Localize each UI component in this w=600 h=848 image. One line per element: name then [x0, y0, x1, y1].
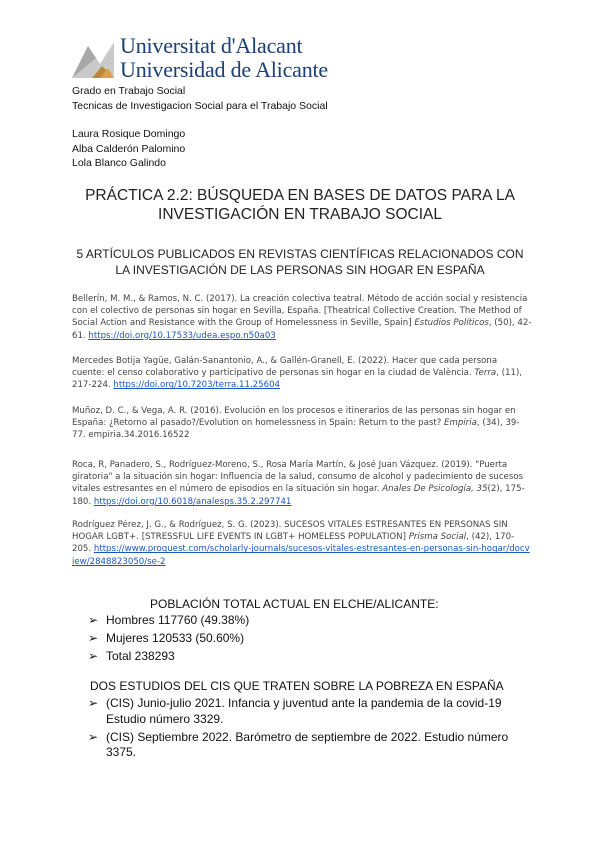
university-logo-mark-icon: [72, 38, 114, 78]
list-item: [88, 696, 518, 727]
reference-entry: [72, 405, 532, 442]
reference-journal: Empiria: [444, 418, 477, 429]
reference-entry: [72, 355, 532, 392]
population-heading: POBLACIÓN TOTAL ACTUAL EN ELCHE/ALICANTE:: [150, 597, 439, 611]
list-item: [88, 613, 528, 629]
reference-text: Bellerín, M. M., & Ramos, N. C. (2017). La creación colectiva teatral. Método de acción social y resistencia con el colectivo de personas sin hogar en Sevilla, España. [Theatrical Collective Creation. The Method of Social Action and Resistance with the Group of Homelessness in Seville, Spain]: [72, 294, 528, 329]
reference-tail: (2), 175-180.: [72, 484, 525, 507]
reference-journal: Terra: [474, 368, 497, 379]
section-subtitle-line: LA INVESTIGACIÓN DE LAS PERSONAS SIN HOGAR EN ESPAÑA: [115, 263, 485, 277]
population-list: [88, 613, 528, 667]
list-item-text: Hombres 117760 (49.38%): [106, 613, 250, 627]
document-title-line: INVESTIGACIÓN EN TRABAJO SOCIAL: [158, 206, 442, 223]
reference-text: Rodríguez Pérez, J. G., & Rodríguez, S. G. (2023). SUCESOS VITALES ESTRESANTES EN PERSONAS SIN HOGAR LGBT+. [STRESSFUL LIFE EVENTS IN LGBT+ HOMELESS POPULATION]: [72, 520, 508, 543]
reference-tail: , (34), 39-77. empiria.34.2016.16522: [72, 418, 520, 441]
list-item-text: (CIS) Junio-julio 2021. Infancia y juventud ante la pandemia de la covid-19 Estudio número 3329.: [106, 696, 502, 726]
author-name: Laura Rosique Domingo: [72, 128, 186, 140]
arrow-bullet-icon: ➢: [88, 613, 99, 627]
degree-name: Grado en Trabajo Social: [72, 85, 186, 97]
list-item: [88, 730, 518, 761]
arrow-bullet-icon: ➢: [88, 729, 99, 744]
reference-link[interactable]: https://doi.org/10.6018/analesps.35.2.297741: [93, 496, 292, 507]
course-name: Tecnicas de Investigacion Social para el Trabajo Social: [72, 99, 328, 112]
arrow-bullet-icon: ➢: [88, 649, 99, 663]
list-item-text: (CIS) Septiembre 2022. Barómetro de septiembre de 2022. Estudio número 3375.: [106, 729, 509, 759]
list-item-text: Total 238293: [106, 649, 175, 663]
section-subtitle: [60, 246, 540, 278]
reference-tail: , (42), 170-205.: [72, 532, 515, 555]
authors-list: [72, 127, 185, 171]
reference-entry: [72, 519, 532, 568]
university-logo: [72, 33, 332, 82]
list-item: [88, 649, 528, 665]
reference-journal: Anales De Psicología, 35: [382, 484, 488, 495]
reference-tail: , (50), 42-61.: [72, 318, 532, 341]
course-info: [72, 84, 328, 113]
list-item-text: Mujeres 120533 (50.60%): [106, 631, 245, 645]
reference-link[interactable]: https://www.proquest.com/scholarly-journals/sucesos-vitales-estresantes-en-personas-sin-hogar/docview/2848823050/se-2: [72, 544, 530, 567]
reference-link[interactable]: https://doi.org/10.17533/udea.espo.n50a03: [88, 330, 276, 341]
list-item: [88, 631, 528, 647]
author-name: Lola Blanco Galindo: [72, 157, 166, 169]
reference-tail: , (11), 217-224.: [72, 368, 523, 391]
reference-entry: [72, 459, 532, 508]
reference-entry: [72, 293, 532, 342]
studies-list: [88, 696, 518, 763]
reference-text: Muñoz, D. C., & Vega, A. R. (2016). Evolución en los procesos e itinerarios de las personas sin hogar en España: ¿Retorno al pasado?/Evolution on homelessness in Spain: Return to the past?: [72, 406, 516, 429]
arrow-bullet-icon: ➢: [88, 696, 99, 710]
document-title: [60, 186, 540, 224]
arrow-bullet-icon: ➢: [88, 631, 99, 645]
author-name: Alba Calderón Palomino: [72, 142, 186, 155]
university-name-spanish: Universidad de Alicante: [120, 57, 328, 82]
studies-heading: DOS ESTUDIOS DEL CIS QUE TRATEN SOBRE LA POBREZA EN ESPAÑA: [90, 679, 504, 693]
reference-journal: Estudios Políticos: [414, 318, 489, 329]
section-subtitle-line: 5 ARTÍCULOS PUBLICADOS EN REVISTAS CIENTÍFICAS RELACIONADOS CON: [76, 247, 524, 261]
university-name: [120, 34, 328, 82]
reference-text: Roca, R, Panadero, S., Rodríguez-Moreno, S., Rosa María Martín, & José Juan Vázquez. (2019). "Puerta giratoria" a la situación sin hogar: Influencia de la salud, consumo de alcohol y padecimiento de sucesos vitales estresantes en el número de episodios en la situación sin hogar.: [72, 460, 524, 495]
document-title-line: PRÁCTICA 2.2: BÚSQUEDA EN BASES DE DATOS PARA LA: [85, 187, 515, 204]
reference-text: Mercedes Botija Yagüe, Galán-Sanantonio, A., & Gallén-Granell, E. (2022). Hacer que cada persona cuente: el censo colaborativo y participativo de personas sin hogar en la ciudad de València.: [72, 356, 498, 379]
university-name-valencian: Universitat d'Alacant: [120, 33, 303, 58]
reference-journal: Prisma Social: [408, 532, 467, 543]
reference-link[interactable]: https://doi.org/10.7203/terra.11.25604: [113, 380, 281, 391]
